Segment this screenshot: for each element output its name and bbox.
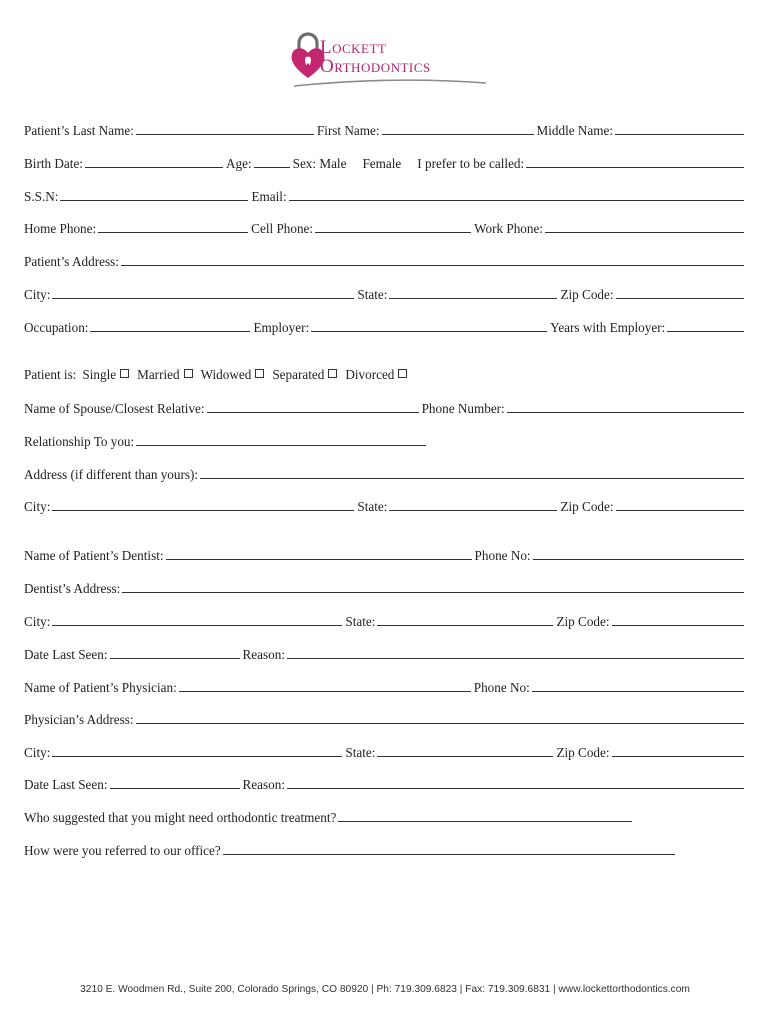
city-row: [24, 286, 746, 304]
age-field[interactable]: [254, 155, 290, 168]
ssn-field[interactable]: [60, 188, 248, 201]
single-label: Single: [82, 367, 117, 382]
first-name-field[interactable]: [382, 122, 534, 135]
patient-is-label: Patient is:: [24, 367, 77, 382]
spouse-phone-field[interactable]: [507, 400, 744, 413]
dentist-state-label: State:: [345, 614, 376, 629]
state-label: State:: [357, 287, 388, 302]
footer-contact: 3210 E. Woodmen Rd., Suite 200, Colorado Springs, CO 80920 | Ph: 719.309.6823 | Fax: 719.309.6831 | www.lockettorthodontics.com: [80, 984, 690, 995]
sex-female-option[interactable]: Female: [362, 156, 402, 171]
logo-line1: Lockett: [320, 37, 387, 58]
birth-date-field[interactable]: [85, 155, 223, 168]
employer-label: Employer:: [253, 320, 310, 335]
cell-phone-label: Cell Phone:: [251, 221, 314, 236]
address-field[interactable]: [121, 253, 744, 266]
zip-label: Zip Code:: [560, 287, 614, 302]
address-label: Patient’s Address:: [24, 254, 119, 269]
address-row: [24, 253, 746, 271]
cell-phone-field[interactable]: [315, 220, 471, 233]
separated-checkbox[interactable]: [328, 369, 337, 378]
city-label: City:: [24, 287, 51, 302]
ssn-row: [24, 188, 746, 206]
email-field[interactable]: [289, 188, 744, 201]
employer-field[interactable]: [311, 319, 547, 332]
home-phone-label: Home Phone:: [24, 221, 97, 236]
years-employer-field[interactable]: [667, 319, 744, 332]
dentist-name-label: Name of Patient’s Dentist:: [24, 548, 164, 563]
alt-zip-field[interactable]: [616, 498, 744, 511]
physician-phone-field[interactable]: [532, 679, 744, 692]
dentist-address-label: Dentist’s Address:: [24, 581, 121, 596]
email-label: Email:: [251, 189, 287, 204]
name-row: [24, 122, 746, 140]
dentist-name-field[interactable]: [166, 547, 472, 560]
occupation-field[interactable]: [90, 319, 250, 332]
single-checkbox[interactable]: [120, 369, 129, 378]
separated-label: Separated: [272, 367, 325, 382]
dentist-last-seen-label: Date Last Seen:: [24, 647, 108, 662]
divorced-label: Divorced: [345, 367, 395, 382]
home-phone-field[interactable]: [98, 220, 248, 233]
logo-line2: Orthodontics: [320, 56, 431, 77]
sex-male-option[interactable]: Sex: Male: [292, 156, 347, 171]
dentist-city-row: [24, 613, 746, 631]
referred-field[interactable]: [223, 842, 675, 855]
physician-state-field[interactable]: [377, 744, 553, 757]
referred-label: How were you referred to our office?: [24, 843, 221, 858]
referred-row: [24, 842, 746, 860]
phone-row: [24, 220, 746, 238]
ssn-label: S.S.N:: [24, 189, 59, 204]
alt-city-row: [24, 498, 746, 516]
alt-address-label: Address (if different than yours):: [24, 467, 199, 482]
occupation-row: [24, 319, 746, 337]
dentist-last-seen-row: [24, 646, 746, 664]
alt-city-field[interactable]: [52, 498, 354, 511]
physician-reason-label: Reason:: [242, 777, 285, 792]
dentist-reason-field[interactable]: [287, 646, 744, 659]
city-field[interactable]: [52, 286, 354, 299]
physician-city-label: City:: [24, 745, 51, 760]
occupation-label: Occupation:: [24, 320, 89, 335]
physician-city-row: [24, 744, 746, 762]
relationship-label: Relationship To you:: [24, 434, 135, 449]
middle-name-label: Middle Name:: [536, 123, 614, 138]
dentist-address-field[interactable]: [122, 580, 744, 593]
suggested-row: [24, 809, 746, 827]
physician-state-label: State:: [345, 745, 376, 760]
work-phone-label: Work Phone:: [474, 221, 543, 236]
physician-row: [24, 679, 746, 697]
years-employer-label: Years with Employer:: [550, 320, 666, 335]
dentist-address-row: [24, 580, 746, 598]
logo-text: [320, 38, 431, 76]
physician-last-seen-row: [24, 776, 746, 794]
relationship-row: [24, 433, 746, 451]
spouse-phone-label: Phone Number:: [421, 401, 505, 416]
physician-city-field[interactable]: [52, 744, 342, 757]
physician-name-label: Name of Patient’s Physician:: [24, 680, 177, 695]
physician-address-label: Physician’s Address:: [24, 712, 134, 727]
physician-phone-label: Phone No:: [473, 680, 530, 695]
married-checkbox[interactable]: [184, 369, 193, 378]
spouse-row: [24, 400, 746, 418]
alt-state-field[interactable]: [389, 498, 557, 511]
physician-address-field[interactable]: [136, 711, 744, 724]
spouse-field[interactable]: [207, 400, 419, 413]
alt-address-field[interactable]: [200, 466, 744, 479]
married-label: Married: [137, 367, 180, 382]
birth-row: [24, 155, 746, 173]
marital-status-row: [24, 367, 746, 385]
state-field[interactable]: [389, 286, 557, 299]
physician-reason-field[interactable]: [287, 776, 744, 789]
logo: [290, 30, 490, 92]
dentist-city-field[interactable]: [52, 613, 342, 626]
prefer-field[interactable]: [526, 155, 744, 168]
zip-field[interactable]: [616, 286, 744, 299]
relationship-field[interactable]: [136, 433, 426, 446]
divorced-checkbox[interactable]: [398, 369, 407, 378]
logo-swoosh: [292, 74, 488, 90]
dentist-city-label: City:: [24, 614, 51, 629]
alt-state-label: State:: [357, 499, 388, 514]
physician-zip-field[interactable]: [612, 744, 744, 757]
alt-address-row: [24, 466, 746, 484]
physician-name-field[interactable]: [179, 679, 471, 692]
dentist-zip-label: Zip Code:: [556, 614, 610, 629]
alt-city-label: City:: [24, 499, 51, 514]
last-name-label: Patient’s Last Name:: [24, 123, 134, 138]
birth-date-label: Birth Date:: [24, 156, 83, 171]
dentist-phone-label: Phone No:: [474, 548, 531, 563]
dentist-zip-field[interactable]: [612, 613, 744, 626]
suggested-field[interactable]: [338, 809, 632, 822]
widowed-label: Widowed: [200, 367, 252, 382]
physician-last-seen-label: Date Last Seen:: [24, 777, 108, 792]
physician-last-seen-field[interactable]: [110, 776, 240, 789]
widowed-checkbox[interactable]: [255, 369, 264, 378]
age-label: Age:: [225, 156, 252, 171]
alt-zip-label: Zip Code:: [560, 499, 614, 514]
physician-address-row: [24, 711, 746, 729]
physician-zip-label: Zip Code:: [556, 745, 610, 760]
dentist-row: [24, 547, 746, 565]
first-name-label: First Name:: [316, 123, 380, 138]
dentist-state-field[interactable]: [377, 613, 553, 626]
spouse-label: Name of Spouse/Closest Relative:: [24, 401, 205, 416]
work-phone-field[interactable]: [545, 220, 744, 233]
suggested-label: Who suggested that you might need orthodontic treatment?: [24, 810, 337, 825]
dentist-last-seen-field[interactable]: [110, 646, 240, 659]
prefer-label: I prefer to be called:: [417, 156, 525, 171]
dentist-reason-label: Reason:: [242, 647, 285, 662]
dentist-phone-field[interactable]: [533, 547, 744, 560]
middle-name-field[interactable]: [615, 122, 744, 135]
last-name-field[interactable]: [136, 122, 314, 135]
